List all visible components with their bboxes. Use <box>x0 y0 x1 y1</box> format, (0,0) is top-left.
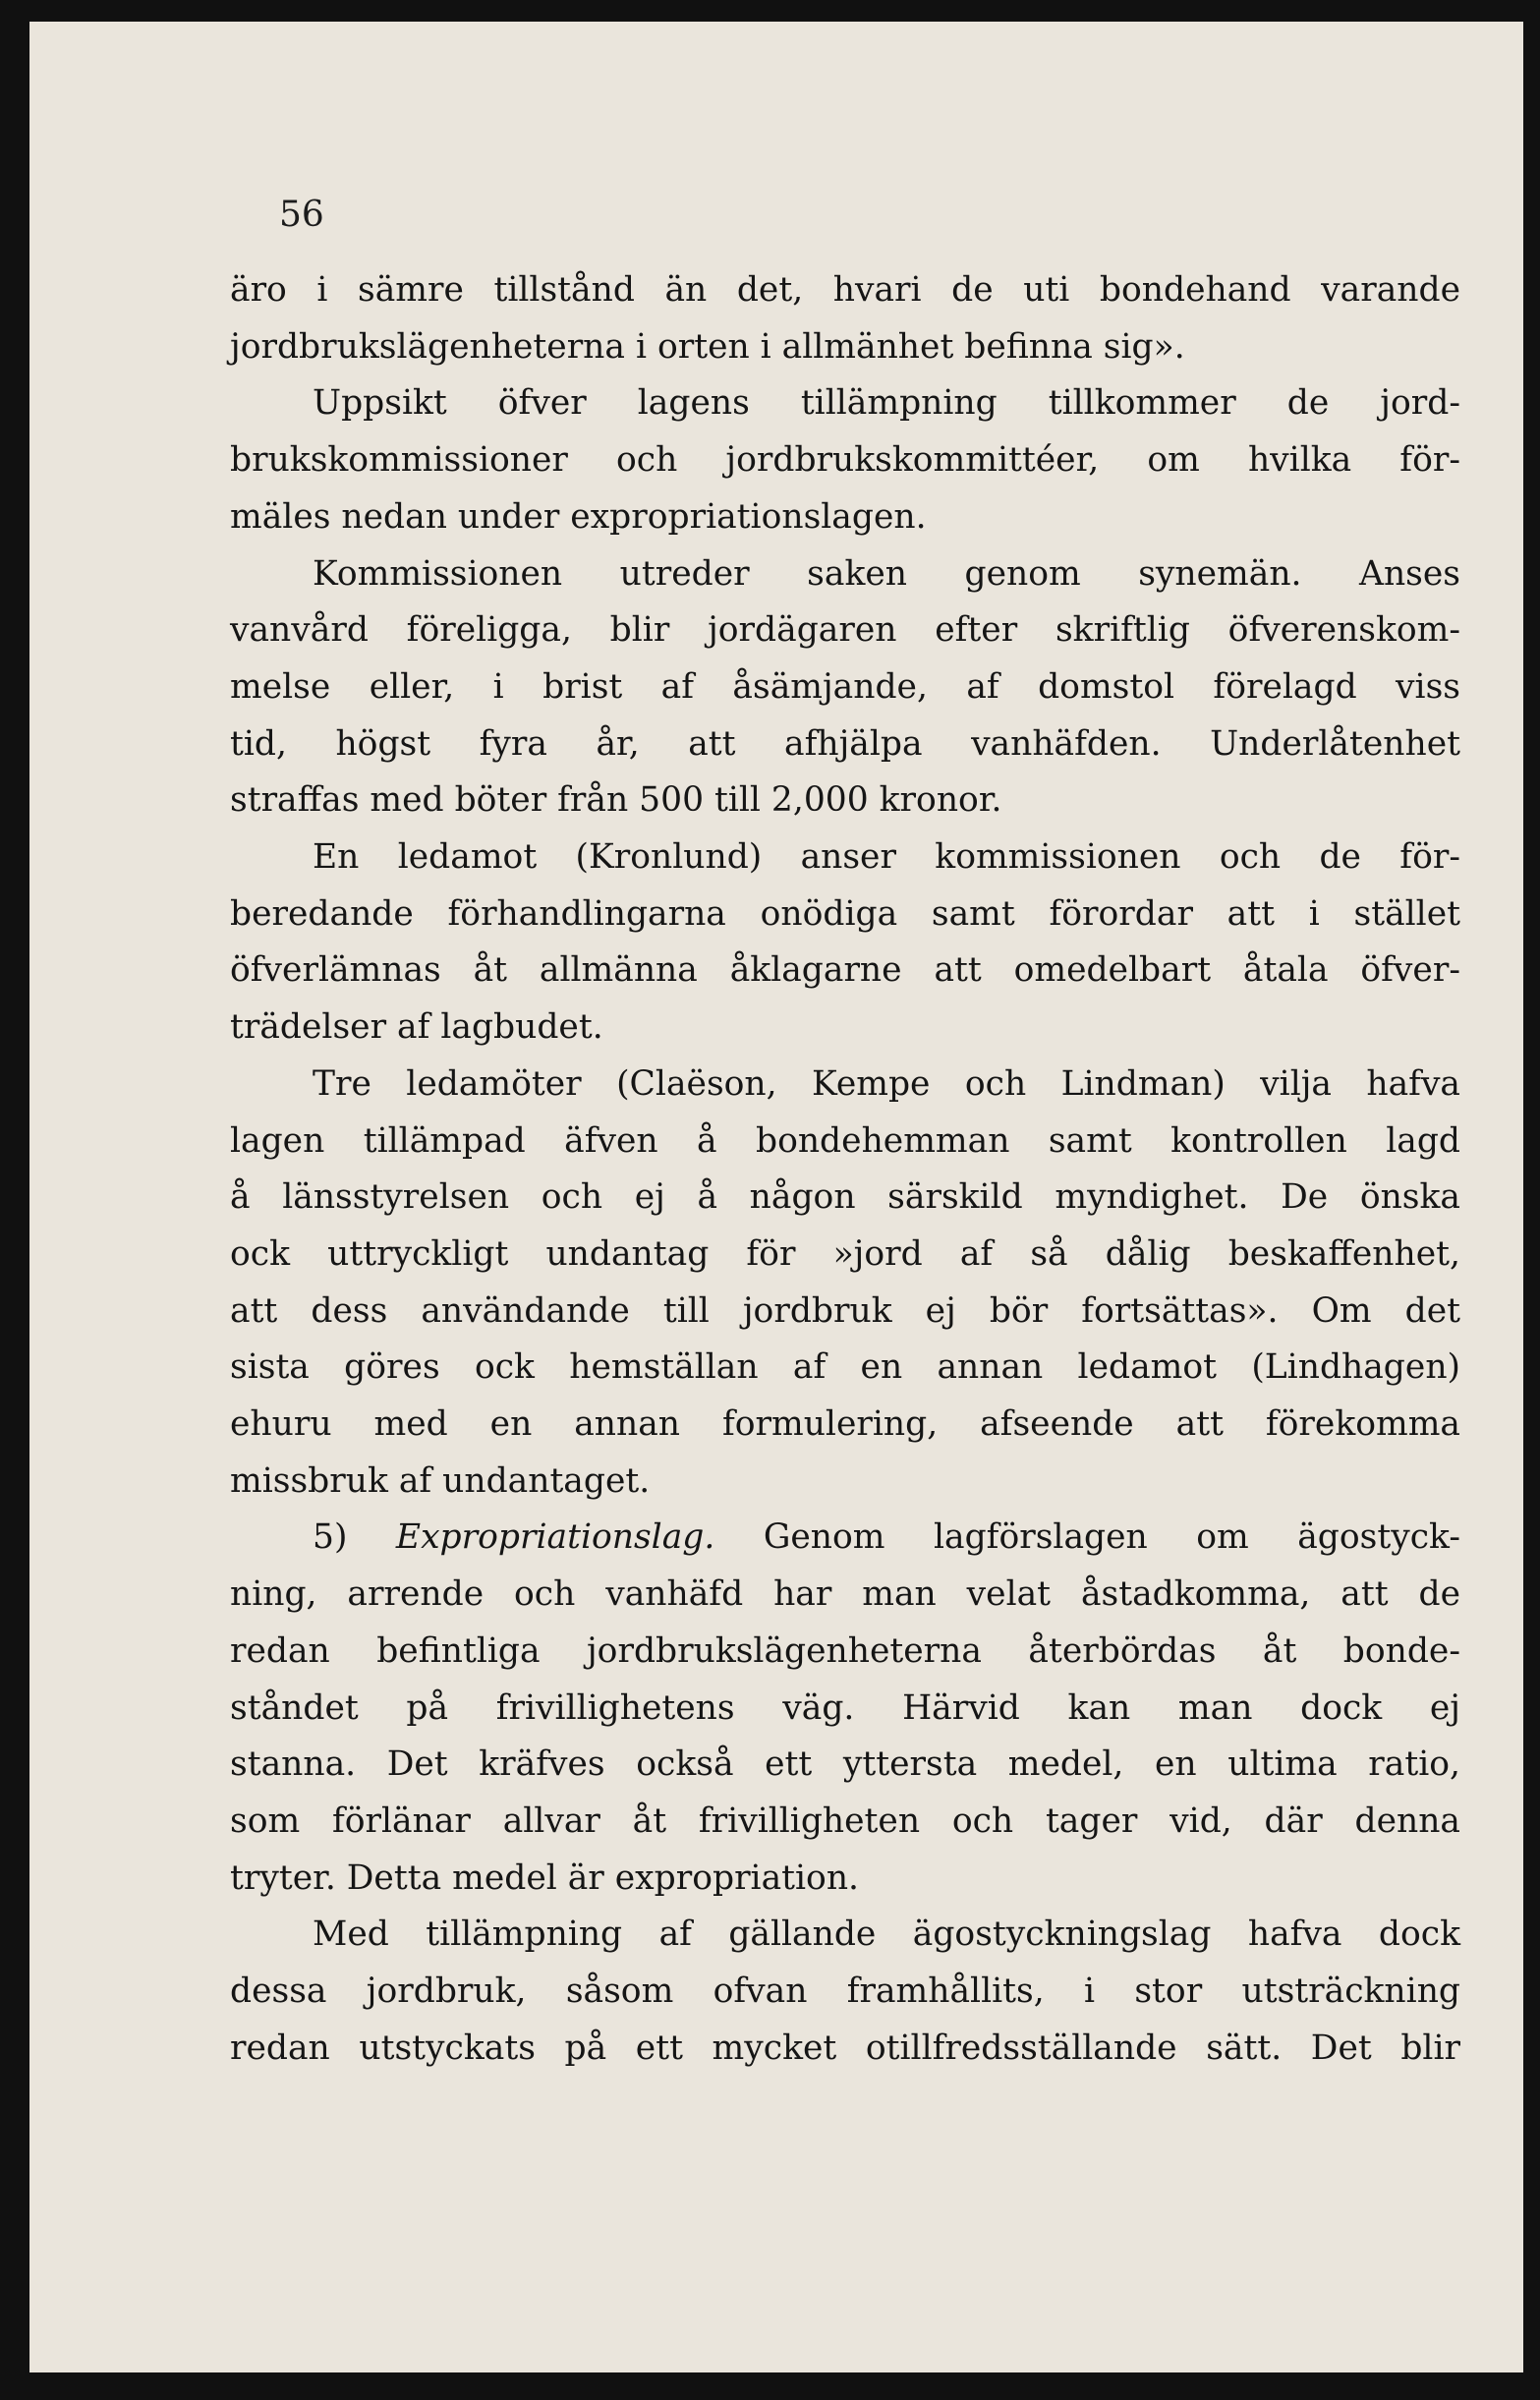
text-line: melse eller, i brist af åsämjande, af domstol förelagd viss <box>230 666 1460 707</box>
text-line: mäles nedan under expropriationslagen. <box>230 496 927 537</box>
text-line: redan befintliga jordbrukslägenheterna återbördas åt bonde- <box>230 1630 1460 1671</box>
text-line: att dess användande till jordbruk ej bör fortsättas». Om det <box>230 1290 1460 1331</box>
text-line: lagen tillämpad äfven å bondehemman samt kontrollen lagd <box>230 1120 1460 1161</box>
text-line: ståndet på frivillighetens väg. Härvid kan man dock ej <box>230 1687 1460 1728</box>
line-text: Genom lagförslagen om ägostyck- <box>714 1517 1460 1558</box>
page-number: 56 <box>279 195 324 235</box>
text-line: Tre ledamöter (Claëson, Kempe och Lindman) vilja hafva <box>313 1063 1460 1104</box>
text-line: jordbrukslägenheterna i orten i allmänhet befinna sig». <box>230 326 1185 367</box>
text-line: äro i sämre tillstånd än det, hvari de uti bondehand varande <box>230 270 1460 310</box>
book-page <box>29 22 1523 2372</box>
text-line: stanna. Det kräfves också ett yttersta medel, en ultima ratio, <box>230 1744 1460 1785</box>
text-line: redan utstyckats på ett mycket otillfredsställande sätt. Det blir <box>230 2028 1460 2068</box>
text-line: brukskommissioner och jordbrukskommittéer, om hvilka för- <box>230 440 1460 481</box>
text-line: Uppsikt öfver lagens tillämpning tillkommer de jord- <box>313 383 1460 424</box>
section-heading: Expropriationslag. <box>395 1517 715 1558</box>
text-line: missbruk af undantaget. <box>230 1460 651 1501</box>
text-line: tryter. Detta medel är expropriation. <box>230 1857 860 1898</box>
text-line: Med tillämpning af gällande ägostyckningslag hafva dock <box>313 1914 1460 1955</box>
section-number: 5) <box>313 1517 396 1558</box>
text-line: sista göres ock hemställan af en annan ledamot (Lindhagen) <box>230 1347 1460 1388</box>
text-line: trädelser af lagbudet. <box>230 1007 603 1048</box>
text-line: En ledamot (Kronlund) anser kommissionen och de för- <box>313 837 1460 878</box>
text-line <box>230 1510 1460 1567</box>
text-line: ehuru med en annan formulering, afseende att förekomma <box>230 1404 1460 1445</box>
text-line: dessa jordbruk, såsom ofvan framhållits, i stor utsträckning <box>230 1971 1460 2012</box>
text-line: ning, arrende och vanhäfd har man velat åstadkomma, att de <box>230 1574 1460 1615</box>
text-line: Kommissionen utreder saken genom synemän. Anses <box>313 553 1460 594</box>
body-text <box>230 262 1460 2078</box>
text-line: ock uttryckligt undantag för »jord af så dålig beskaffenhet, <box>230 1233 1460 1274</box>
text-line: straffas med böter från 500 till 2,000 kronor. <box>230 780 1002 821</box>
text-line: öfverlämnas åt allmänna åklagarne att omedelbart åtala öfver- <box>230 950 1460 991</box>
text-line: å länsstyrelsen och ej å någon särskild myndighet. De önska <box>230 1177 1460 1218</box>
text-line: tid, högst fyra år, att afhjälpa vanhäfden. Underlåtenhet <box>230 723 1460 764</box>
text-line: beredande förhandlingarna onödiga samt förordar att i stället <box>230 893 1460 934</box>
text-line: som förlänar allvar åt frivilligheten och tager vid, där denna <box>230 1800 1460 1841</box>
text-line: vanvård föreligga, blir jordägaren efter skriftlig öfverenskom- <box>230 610 1460 651</box>
